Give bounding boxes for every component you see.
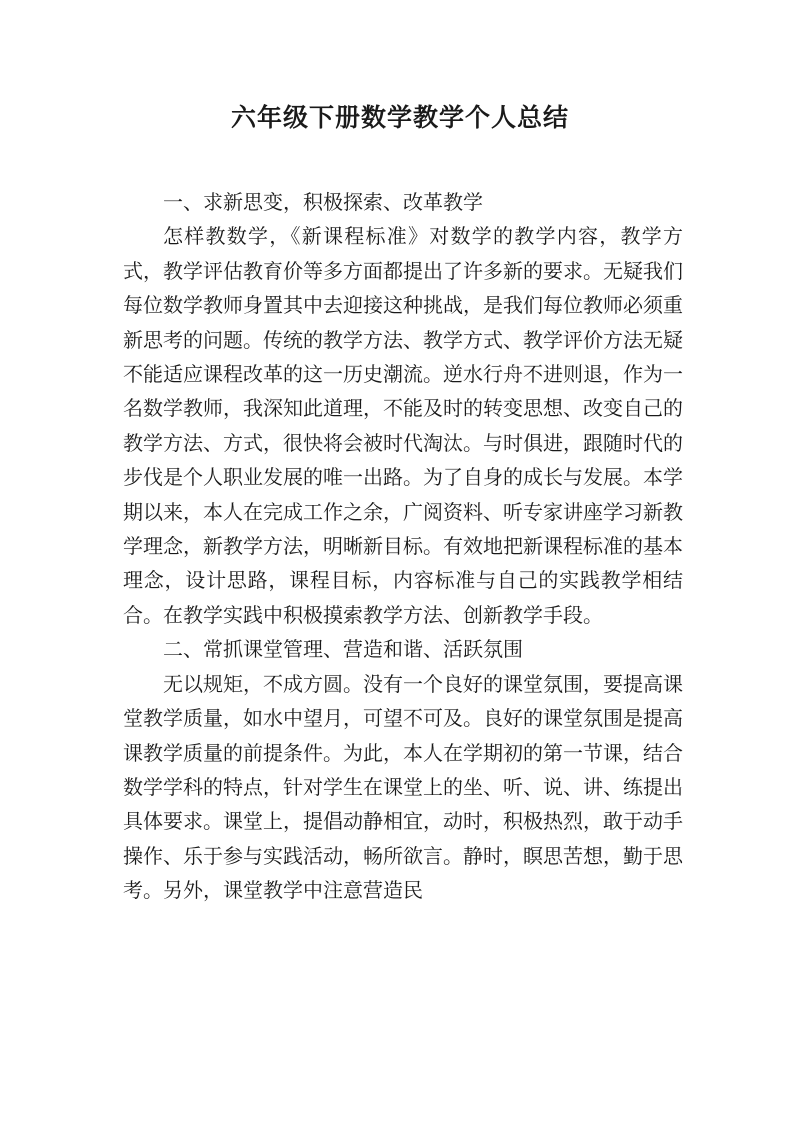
section-paragraph-2: 无以规矩，不成方圆。没有一个良好的课堂氛围，要提高课堂教学质量，如水中望月，可望不可及。良好的课堂氛围是提高课教学质量的前提条件。为此，本人在学期初的第一节课，结合数学学科的特点，针对学生在课堂上的坐、听、说、讲、练提出具体要求。课堂上，提倡动静相宜，动时，积极热烈，敢于动手操作、乐于参与实践活动，畅所欲言。静时，瞑思苦想，勤于思考。另外，课堂教学中注意营造民 xyxy=(123,671,683,903)
section-heading-2: 二、常抓课堂管理、营造和谐、活跃氛围 xyxy=(163,637,523,662)
document-body xyxy=(123,185,683,908)
document-title: 六年级下册数学教学个人总结 xyxy=(230,103,569,132)
section-paragraph-1: 怎样教数学，《新课程标准》对数学的教学内容，教学方式，教学评估教育价等多方面都提出了许多新的要求。无疑我们每位数学教师身置其中去迎接这种挑战，是我们每位教师必须重新思考的问题。传统的教学方法、教学方式、教学评价方法无疑不能适应课程改革的这一历史潮流。逆水行舟不进则退，作为一名数学教师，我深知此道理，不能及时的转变思想、改变自己的教学方法、方式，很快将会被时代淘汰。与时俱进，跟随时代的步伐是个人职业发展的唯一出路。为了自身的成长与发展。本学期以来，本人在完成工作之余，广阅资料、听专家讲座学习新教学理念，新教学方法，明晰新目标。有效地把新课程标准的基本理念，设计思路，课程目标，内容标准与自己的实践教学相结合。在教学实践中积极摸索教学方法、创新教学手段。 xyxy=(123,224,683,627)
section-heading-1: 一、求新思变，积极探索、改革教学 xyxy=(163,190,483,214)
